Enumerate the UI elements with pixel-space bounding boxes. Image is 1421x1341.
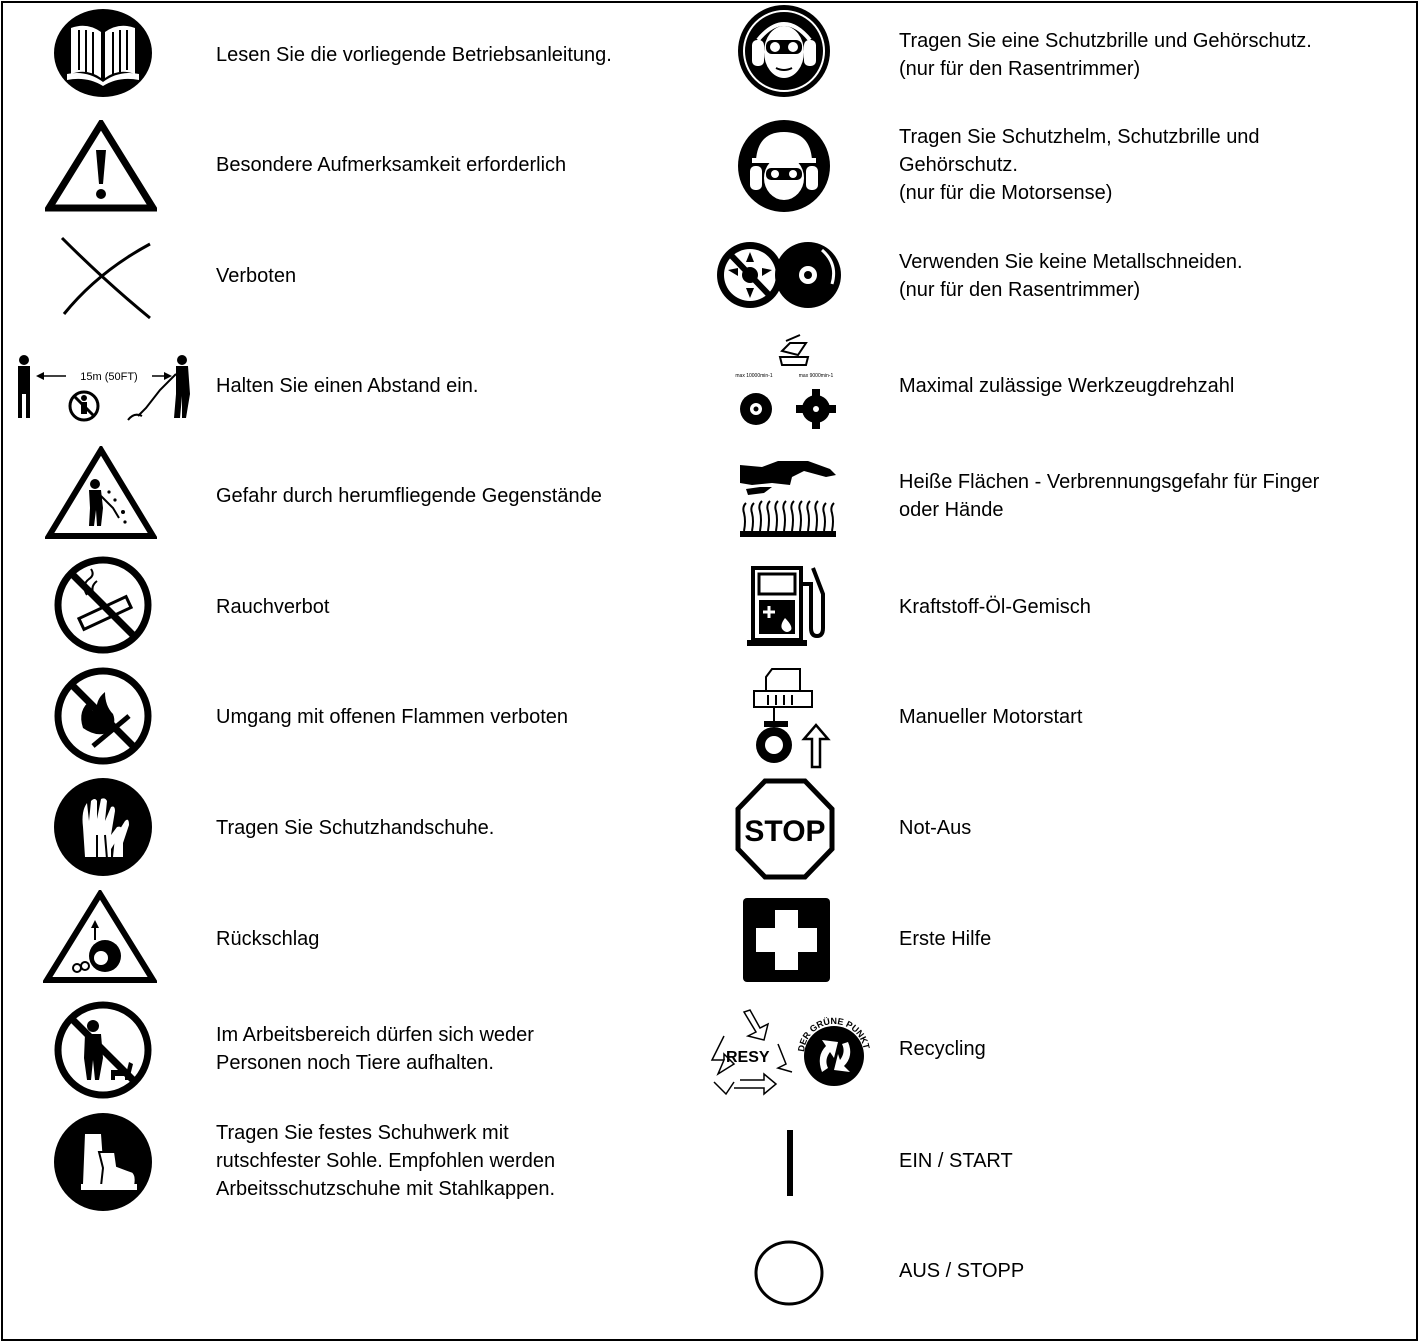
label-flying-objects: Gefahr durch herumfliegende Gegenstände (216, 485, 602, 507)
distance-15m-icon (10, 350, 200, 430)
label-attention: Besondere Aufmerksamkeit erforderlich (216, 154, 567, 176)
on-start-icon (780, 1128, 800, 1198)
svg-text:max 9000min-1: max 9000min-1 (798, 373, 834, 379)
svg-text:DER GRÜNE PUNKT: DER GRÜNE PUNKT (796, 1015, 872, 1053)
label-hot-surface: Heiße Flächen - Verbrennungsgefahr für Finger oder Hände (899, 471, 1320, 521)
manual-start-icon (752, 665, 836, 770)
goggles-earmuffs-icon (736, 2, 832, 100)
first-aid-icon (743, 898, 830, 982)
no-smoking-icon (53, 555, 153, 655)
no-metal-blades-icon (712, 240, 842, 310)
stop-sign-icon (735, 778, 835, 880)
label-gloves: Tragen Sie Schutzhandschuhe. (216, 817, 495, 839)
svg-text:STOP: STOP (744, 815, 826, 848)
label-manual-start: Manueller Motorstart (899, 706, 1083, 728)
fuel-oil-mix-icon (745, 564, 835, 650)
label-read-manual: Lesen Sie die vorliegende Betriebsanleitung. (216, 44, 612, 66)
label-no-metal-blades: Verwenden Sie keine Metallschneiden. (nur für den Rasentrimmer) (899, 251, 1243, 301)
gloves-icon (53, 777, 153, 877)
label-fuel-oil-mix: Kraftstoff-Öl-Gemisch (899, 596, 1091, 618)
svg-text:max 10000min-1: max 10000min-1 (735, 373, 773, 379)
manual-book-icon (53, 8, 153, 98)
boots-icon (53, 1112, 153, 1212)
label-max-speed: Maximal zulässige Werkzeugdrehzahl (899, 375, 1235, 397)
helmet-goggles-earmuffs-icon (738, 120, 830, 212)
no-open-flame-icon (53, 666, 153, 766)
label-recycling: Recycling (899, 1038, 986, 1060)
label-off-stop: AUS / STOPP (899, 1260, 1025, 1282)
label-on-start: EIN / START (899, 1150, 1013, 1172)
svg-text:RESY: RESY (726, 1049, 770, 1066)
max-speed-icon (730, 333, 842, 437)
label-goggles-earmuffs: Tragen Sie eine Schutzbrille und Gehörschutz. (nur für den Rasentrimmer) (899, 30, 1312, 80)
off-stop-icon (752, 1238, 826, 1308)
label-boots: Tragen Sie festes Schuhwerk mit rutschfester Sohle. Empfohlen werden Arbeitsschutzschuhe mit Stahlkappen. (216, 1122, 556, 1200)
no-persons-animals-icon (53, 1000, 153, 1100)
label-no-open-flame: Umgang mit offenen Flammen verboten (216, 706, 569, 728)
label-emergency-stop: Not-Aus (899, 817, 972, 839)
label-prohibited: Verboten (216, 265, 297, 287)
cross-icon (58, 232, 154, 322)
label-kickback: Rückschlag (216, 928, 320, 950)
label-no-persons-animals: Im Arbeitsbereich dürfen sich weder Personen noch Tiere aufhalten. (216, 1024, 534, 1074)
label-first-aid: Erste Hilfe (899, 928, 992, 950)
hot-surface-icon (738, 455, 838, 540)
kickback-icon (43, 890, 157, 984)
svg-text:15m (50FT): 15m (50FT) (80, 371, 138, 383)
label-no-smoking: Rauchverbot (216, 596, 330, 618)
recycling-icon (704, 1006, 884, 1098)
warning-triangle-icon (45, 120, 157, 212)
label-keep-distance: Halten Sie einen Abstand ein. (216, 375, 479, 397)
label-helmet-goggles-earmuffs: Tragen Sie Schutzhelm, Schutzbrille und Gehörschutz. (nur für die Motorsense) (899, 126, 1260, 204)
flying-objects-icon (45, 446, 157, 540)
